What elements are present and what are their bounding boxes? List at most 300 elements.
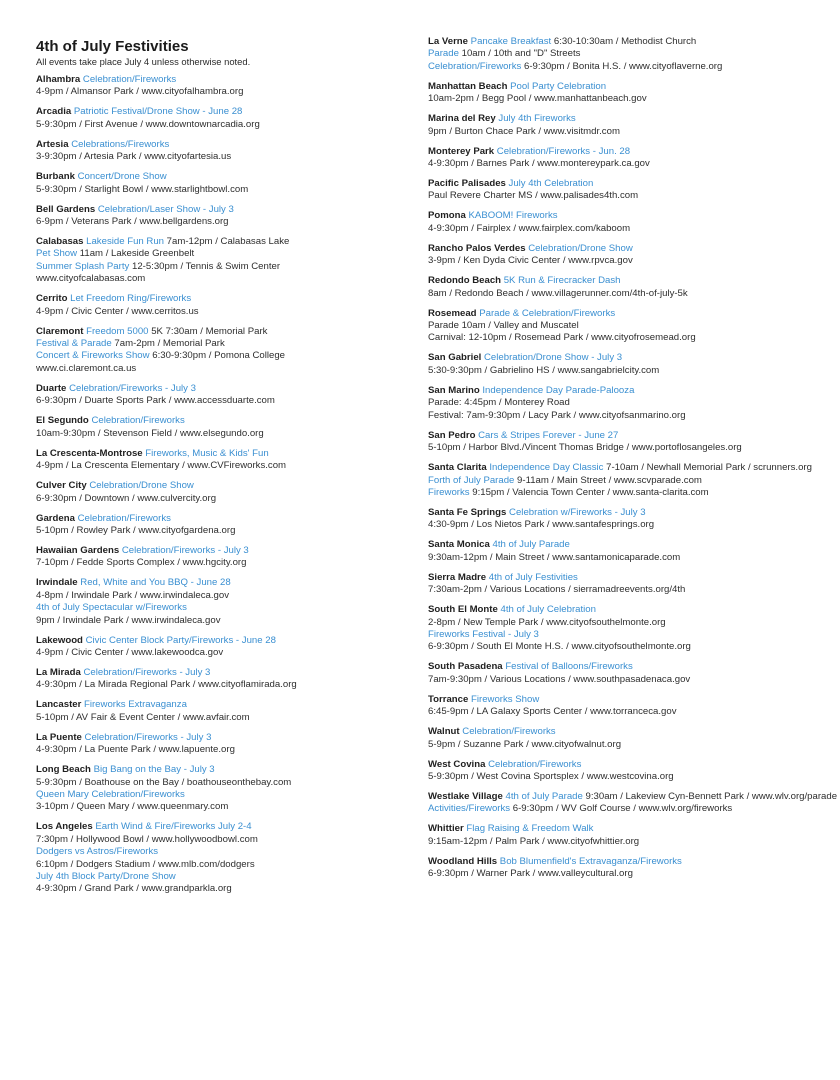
event-name: Let Freedom Ring/Fireworks xyxy=(70,293,192,305)
event-name: Patriotic Festival/Drone Show - June 28 xyxy=(73,106,243,118)
event-name: 4th of July Celebration xyxy=(500,604,596,616)
entry-line xyxy=(428,694,828,706)
city-name: Monterey Park xyxy=(428,145,495,157)
city-entry xyxy=(36,635,414,660)
entry-line xyxy=(36,383,414,395)
event-details: 11am / Lakeside Greenbelt xyxy=(77,248,195,260)
event-name: Dodgers vs Astros/Fireworks xyxy=(36,846,159,858)
entry-line xyxy=(428,604,828,616)
city-entry xyxy=(36,699,414,724)
event-name: Cars & Stripes Forever - June 27 xyxy=(478,429,619,441)
event-details: 3-10pm / Queen Mary / www.queenmary.com xyxy=(36,801,229,813)
city-entry xyxy=(428,604,828,654)
entry-line xyxy=(428,856,828,868)
city-name: Hawaiian Gardens xyxy=(36,544,120,556)
event-details: 4-9pm / Almansor Park / www.cityofalhambra.org xyxy=(36,86,244,98)
city-name: Torrance xyxy=(428,693,469,705)
event-name: Fireworks, Music & Kids' Fun xyxy=(145,447,269,459)
event-details: 4-9pm / Civic Center / www.lakewoodca.gov xyxy=(36,646,224,658)
event-name: Lakeside Fun Run xyxy=(86,236,165,248)
entry-line xyxy=(36,395,414,407)
city-name: San Pedro xyxy=(428,429,476,441)
entry-line xyxy=(428,706,828,718)
event-details: 6-9:30pm / Duarte Sports Park / www.accessduarte.com xyxy=(36,395,275,407)
entry-line xyxy=(36,834,414,846)
entry-line xyxy=(428,519,828,531)
entry-line xyxy=(36,871,414,883)
entry-line xyxy=(428,739,828,751)
city-name: Sierra Madre xyxy=(428,571,487,583)
entry-line xyxy=(36,846,414,858)
city-name: Pomona xyxy=(428,210,466,222)
event-name: Celebration/Fireworks xyxy=(82,74,177,85)
event-details: 9-11am / Main Street / www.scvparade.com xyxy=(514,474,702,486)
entry-line xyxy=(36,363,414,375)
event-name: Civic Center Block Party/Fireworks - June 28 xyxy=(85,634,276,646)
left-column xyxy=(36,38,414,903)
page-title: 4th of July Festivities xyxy=(36,38,189,55)
event-name: Pool Party Celebration xyxy=(510,80,607,92)
city-name: Woodland Hills xyxy=(428,855,498,867)
entry-line xyxy=(428,661,828,673)
event-name: Fireworks Extravaganza xyxy=(84,699,187,711)
city-entry xyxy=(428,210,828,235)
event-name: Celebration/Fireworks xyxy=(488,758,582,770)
event-details: 7:30pm / Hollywood Bowl / www.hollywoodbowl.com xyxy=(36,833,258,845)
city-entry xyxy=(428,81,828,106)
event-name: Festival of Balloons/Fireworks xyxy=(505,661,633,673)
event-name: Celebration/Fireworks - July 3 xyxy=(84,731,212,743)
city-name: San Marino xyxy=(428,384,480,396)
event-details: 5-10pm / Harbor Blvd./Vincent Thomas Bridge / www.portoflosangeles.org xyxy=(428,442,742,454)
city-entry xyxy=(36,667,414,692)
entry-line xyxy=(428,255,828,267)
event-details: 5-10pm / AV Fair & Event Center / www.avfair.com xyxy=(36,711,250,723)
entry-line xyxy=(36,236,414,248)
city-entry xyxy=(428,352,828,377)
city-entry xyxy=(428,36,828,73)
city-name: Santa Fe Springs xyxy=(428,506,507,518)
entry-line xyxy=(36,883,414,895)
event-name: Celebration/Laser Show - July 3 xyxy=(97,203,234,215)
event-name: 4th of July Parade xyxy=(492,539,570,551)
event-name: Flag Raising & Freedom Walk xyxy=(466,823,594,835)
city-entry xyxy=(36,513,414,538)
entry-line xyxy=(428,210,828,222)
entry-line xyxy=(428,93,828,105)
entry-line xyxy=(36,732,414,744)
entry-line xyxy=(428,462,828,474)
entry-line xyxy=(36,86,414,98)
entry-line xyxy=(36,171,414,183)
city-entry xyxy=(428,243,828,268)
event-name: Red, White and You BBQ - June 28 xyxy=(80,577,231,589)
city-entry xyxy=(428,759,828,784)
event-details: 6-9:30pm / South El Monte H.S. / www.cityofsouthelmonte.org xyxy=(428,641,691,653)
entry-line xyxy=(428,397,828,409)
city-entry xyxy=(36,383,414,408)
entry-line xyxy=(36,493,414,505)
city-entry xyxy=(428,507,828,532)
event-details: 4:30-9pm / Los Nietos Park / www.santafesprings.org xyxy=(428,519,655,531)
city-name: La Puente xyxy=(36,731,82,743)
entry-line xyxy=(36,699,414,711)
event-details: 10am-2pm / Begg Pool / www.manhattanbeach.gov xyxy=(428,93,647,105)
event-details: 7am-12pm / Calabasas Lake xyxy=(164,236,290,248)
event-details: 7-10pm / Fedde Sports Complex / www.hgcity.org xyxy=(36,557,247,569)
entry-line xyxy=(36,525,414,537)
event-details: 7-10am / Newhall Memorial Park / scrunners.org xyxy=(603,462,812,474)
entry-line xyxy=(36,635,414,647)
entry-line xyxy=(36,151,414,163)
city-name: Arcadia xyxy=(36,106,72,118)
entry-line xyxy=(428,288,828,300)
city-name: Gardena xyxy=(36,512,75,524)
event-name: Independence Day Parade-Palooza xyxy=(482,384,635,396)
city-name: Santa Monica xyxy=(428,539,490,551)
event-details: 5-9:30pm / Boathouse on the Bay / boathouseonthebay.com xyxy=(36,776,292,788)
city-name: Calabasas xyxy=(36,236,84,248)
event-details: 7am-2pm / Memorial Park xyxy=(111,338,225,350)
event-details: 9:30am / Lakeview Cyn-Bennett Park / www.wlv.org/parade xyxy=(582,790,838,802)
event-details: 9pm / Irwindale Park / www.irwindaleca.gov xyxy=(36,614,221,626)
entry-line xyxy=(36,119,414,131)
event-details: 4-9:30pm / Grand Park / www.grandparkla.org xyxy=(36,883,232,895)
city-name: Westlake Village xyxy=(428,790,503,802)
city-entry xyxy=(428,856,828,881)
event-name: Parade xyxy=(428,48,459,60)
event-name: Concert/Drone Show xyxy=(77,171,167,183)
entry-line xyxy=(36,602,414,614)
event-name: Celebration/Fireworks - July 3 xyxy=(83,666,211,678)
city-name: Claremont xyxy=(36,325,84,337)
event-details: 9pm / Burton Chace Park / www.visitmdr.com xyxy=(428,125,620,137)
city-entry xyxy=(428,661,828,686)
event-details: 4-9:30pm / Barnes Park / www.montereypark.ca.gov xyxy=(428,158,650,170)
city-name: Manhattan Beach xyxy=(428,80,508,92)
entry-line xyxy=(36,106,414,118)
event-name: Celebration/Fireworks xyxy=(91,415,185,427)
city-entry xyxy=(428,790,838,816)
event-name: 4th of July Parade xyxy=(505,790,583,802)
city-entry xyxy=(36,204,414,229)
city-name: La Mirada xyxy=(36,666,81,678)
city-entry xyxy=(428,462,828,499)
event-details: 9:30am-12pm / Main Street / www.santamonicaparade.com xyxy=(428,551,681,563)
entry-line xyxy=(36,615,414,627)
right-column xyxy=(428,36,838,888)
entry-line xyxy=(428,475,828,487)
event-details: Parade 10am / Valley and Muscatel xyxy=(428,320,579,332)
event-details: www.cityofcalabasas.com xyxy=(36,273,146,285)
city-name: Lancaster xyxy=(36,699,82,711)
city-entry xyxy=(36,106,414,131)
city-entry xyxy=(36,480,414,505)
event-name: Summer Splash Party xyxy=(36,260,130,272)
event-name: Celebrations/Fireworks xyxy=(71,138,170,150)
entry-line xyxy=(36,460,414,472)
city-entry xyxy=(428,430,828,455)
event-name: Celebration/Fireworks - Jun. 28 xyxy=(496,145,631,157)
entry-line xyxy=(36,139,414,151)
city-entry xyxy=(36,545,414,570)
event-name: Big Bang on the Bay - July 3 xyxy=(93,764,215,776)
entry-line xyxy=(428,629,828,641)
event-details: Carnival: 12-10pm / Rosemead Park / www.cityofrosemead.org xyxy=(428,332,696,344)
event-name: Celebration/Fireworks - July 3 xyxy=(69,382,196,394)
event-name: July 4th Block Party/Drone Show xyxy=(36,871,176,882)
city-entry xyxy=(36,415,414,440)
entry-line xyxy=(428,552,828,564)
event-details: 5-10pm / Rowley Park / www.cityofgardena.org xyxy=(36,524,236,536)
event-details: 10am / 10th and "D" Streets xyxy=(458,48,581,60)
city-name: Whittier xyxy=(428,823,464,835)
event-name: Queen Mary Celebration/Fireworks xyxy=(36,788,185,800)
entry-line xyxy=(428,178,828,190)
event-details: 6:45-9pm / LA Galaxy Sports Center / www.torranceca.gov xyxy=(428,706,677,718)
event-details: 6:30-10:30am / Methodist Church xyxy=(551,36,697,47)
city-entry xyxy=(428,694,828,719)
entry-line xyxy=(428,126,828,138)
event-name: Bob Blumenfield's Extravaganza/Fireworks xyxy=(499,855,682,867)
event-details: 4-8pm / Irwindale Park / www.irwindaleca.gov xyxy=(36,589,230,601)
event-details: Parade: 4:45pm / Monterey Road xyxy=(428,397,570,409)
entry-line xyxy=(428,487,828,499)
entry-line xyxy=(428,823,828,835)
city-name: San Gabriel xyxy=(428,352,482,364)
city-name: La Crescenta-Montrose xyxy=(36,447,143,459)
city-name: Long Beach xyxy=(36,764,91,776)
entry-line xyxy=(428,410,828,422)
event-details: 7am-9:30pm / Various Locations / www.southpasadenaca.gov xyxy=(428,673,691,685)
entry-line xyxy=(36,679,414,691)
entry-line xyxy=(428,61,828,73)
entry-line xyxy=(428,36,828,48)
event-details: 5K 7:30am / Memorial Park xyxy=(148,325,268,337)
entry-line xyxy=(36,859,414,871)
city-name: Duarte xyxy=(36,382,67,394)
entry-line xyxy=(428,572,828,584)
entry-line xyxy=(428,365,828,377)
entry-line xyxy=(428,352,828,364)
entry-line xyxy=(36,777,414,789)
city-entry xyxy=(36,764,414,814)
city-name: Redondo Beach xyxy=(428,275,502,287)
event-details: 10am-9:30pm / Stevenson Field / www.elsegundo.org xyxy=(36,427,264,439)
entry-line xyxy=(36,545,414,557)
city-name: Burbank xyxy=(36,171,75,183)
city-entry xyxy=(36,171,414,196)
event-details: 5-9:30pm / First Avenue / www.downtownarcadia.org xyxy=(36,118,260,130)
entry-line xyxy=(428,726,828,738)
city-entry xyxy=(428,146,828,171)
city-entry xyxy=(36,448,414,473)
entry-line xyxy=(428,158,828,170)
event-name: Celebration/Fireworks xyxy=(77,512,171,524)
city-name: West Covina xyxy=(428,758,486,770)
entry-line xyxy=(36,216,414,228)
event-name: Festival & Parade xyxy=(36,338,112,350)
event-details: 5-9:30pm / Starlight Bowl / www.starlightbowl.com xyxy=(36,183,249,195)
event-details: 6-9:30pm / Warner Park / www.valleycultural.org xyxy=(428,868,633,880)
event-details: 2-8pm / New Temple Park / www.cityofsouthelmonte.org xyxy=(428,616,666,628)
event-name: Celebration/Drone Show xyxy=(89,480,194,492)
entry-line xyxy=(36,415,414,427)
city-name: Rosemead xyxy=(428,307,477,319)
city-entry xyxy=(428,308,828,345)
event-details: Festival: 7am-9:30pm / Lacy Park / www.cityofsanmarino.org xyxy=(428,409,686,421)
event-name: Celebration/Fireworks - July 3 xyxy=(121,544,249,556)
entry-line xyxy=(428,308,828,320)
event-name: Celebration/Fireworks xyxy=(428,60,522,72)
event-details: 3-9:30pm / Artesia Park / www.cityofartesia.us xyxy=(36,151,232,163)
city-name: South Pasadena xyxy=(428,661,503,673)
entry-line xyxy=(36,326,414,338)
left-event-list xyxy=(36,74,414,896)
event-name: Fireworks Show xyxy=(471,693,540,705)
entry-line xyxy=(36,273,414,285)
event-name: Celebration w/Fireworks - July 3 xyxy=(509,506,646,518)
entry-line xyxy=(428,243,828,255)
entry-line xyxy=(36,350,414,362)
city-entry xyxy=(428,178,828,203)
entry-line xyxy=(36,789,414,801)
event-details: 4-9:30pm / La Mirada Regional Park / www.cityoflamirada.org xyxy=(36,679,297,691)
event-details: Paul Revere Charter MS / www.palisades4th.com xyxy=(428,190,639,202)
event-name: Celebration/Fireworks xyxy=(462,726,556,738)
event-details: 4-9:30pm / Fairplex / www.fairplex.com/kaboom xyxy=(428,222,631,234)
city-entry xyxy=(36,139,414,164)
event-details: 6-9:30pm / Downtown / www.culvercity.org xyxy=(36,492,217,504)
entry-line xyxy=(428,641,828,653)
city-name: Pacific Palisades xyxy=(428,178,506,190)
event-details: 5:30-9:30pm / Gabrielino HS / www.sangabrielcity.com xyxy=(428,364,660,376)
entry-line xyxy=(36,590,414,602)
event-name: Celebration/Drone Show xyxy=(528,242,633,254)
entry-line xyxy=(428,617,828,629)
city-entry xyxy=(36,732,414,757)
entry-line xyxy=(36,764,414,776)
event-name: 4th of July Spectacular w/Fireworks xyxy=(36,602,187,614)
entry-line xyxy=(36,293,414,305)
event-name: Pancake Breakfast xyxy=(470,36,552,47)
city-name: La Verne xyxy=(428,36,468,47)
entry-line xyxy=(428,803,828,815)
event-name: Concert & Fireworks Show xyxy=(36,350,150,362)
event-name: Forth of July Parade xyxy=(428,474,515,486)
event-name: Pet Show xyxy=(36,248,78,260)
event-name: Parade & Celebration/Fireworks xyxy=(479,307,616,319)
right-event-list xyxy=(428,36,838,881)
entry-line xyxy=(36,513,414,525)
entry-line xyxy=(428,430,828,442)
city-entry xyxy=(428,572,828,597)
event-name: 5K Run & Firecracker Dash xyxy=(503,275,621,287)
event-name: July 4th Fireworks xyxy=(498,113,576,125)
city-name: Los Angeles xyxy=(36,821,93,833)
entry-line xyxy=(428,275,828,287)
city-name: Cerrito xyxy=(36,293,68,305)
city-name: Lakewood xyxy=(36,634,83,646)
event-details: 3-9pm / Ken Dyda Civic Center / www.rpvca.gov xyxy=(428,255,633,267)
entry-line xyxy=(428,868,828,880)
city-name: Bell Gardens xyxy=(36,203,96,215)
entry-line xyxy=(36,577,414,589)
city-entry xyxy=(36,577,414,627)
city-name: Santa Clarita xyxy=(428,462,487,474)
event-name: KABOOM! Fireworks xyxy=(468,210,558,222)
entry-line xyxy=(428,332,828,344)
city-name: Rancho Palos Verdes xyxy=(428,242,526,254)
city-name: Culver City xyxy=(36,480,87,492)
city-entry xyxy=(36,326,414,376)
event-name: July 4th Celebration xyxy=(508,178,594,190)
page-subtitle: All events take place July 4 unless otherwise noted. xyxy=(36,56,251,67)
entry-line xyxy=(428,190,828,202)
event-name: Freedom 5000 xyxy=(86,325,149,337)
entry-line xyxy=(36,261,414,273)
city-entry xyxy=(428,539,828,564)
event-details: 9:15am-12pm / Palm Park / www.cityofwhittier.org xyxy=(428,835,640,847)
entry-line xyxy=(428,836,828,848)
entry-line xyxy=(428,539,828,551)
entry-line xyxy=(428,442,828,454)
city-entry xyxy=(36,821,414,895)
event-details: 5-9:30pm / West Covina Sportsplex / www.westcovina.org xyxy=(428,770,674,782)
event-details: 7:30am-2pm / Various Locations / sierramadreevents.org/4th xyxy=(428,584,686,596)
entry-line xyxy=(36,557,414,569)
city-name: Marina del Rey xyxy=(428,113,496,125)
entry-line xyxy=(428,146,828,158)
event-name: Activities/Fireworks xyxy=(428,803,511,815)
entry-line xyxy=(36,480,414,492)
city-name: South El Monte xyxy=(428,604,498,616)
city-name: Walnut xyxy=(428,726,460,738)
entry-line xyxy=(36,647,414,659)
event-name: Earth Wind & Fire/Fireworks July 2-4 xyxy=(95,821,252,833)
event-details: 4-9pm / Civic Center / www.cerritos.us xyxy=(36,305,199,317)
entry-line xyxy=(36,801,414,813)
entry-line xyxy=(428,223,828,235)
event-details: 6-9:30pm / Bonita H.S. / www.cityoflaverne.org xyxy=(521,60,723,72)
entry-line xyxy=(428,584,828,596)
entry-line xyxy=(428,320,828,332)
event-details: www.ci.claremont.ca.us xyxy=(36,362,137,374)
entry-line xyxy=(428,790,838,803)
city-entry xyxy=(428,823,828,848)
entry-line xyxy=(36,667,414,679)
city-entry xyxy=(428,385,828,422)
entry-line xyxy=(428,385,828,397)
city-name: Artesia xyxy=(36,138,69,150)
entry-line xyxy=(428,113,828,125)
entry-line xyxy=(36,744,414,756)
city-entry xyxy=(428,726,828,751)
entry-line xyxy=(428,507,828,519)
event-name: Independence Day Classic xyxy=(489,462,604,474)
event-name: Celebration/Drone Show - July 3 xyxy=(484,352,623,364)
entry-line xyxy=(36,712,414,724)
event-details: 6-9pm / Veterans Park / www.bellgardens.org xyxy=(36,216,229,228)
city-entry xyxy=(36,74,414,99)
city-name: Irwindale xyxy=(36,577,78,589)
entry-line xyxy=(36,248,414,260)
event-details: 12-5:30pm / Tennis & Swim Center xyxy=(129,260,281,272)
event-name: 4th of July Festivities xyxy=(488,571,578,583)
city-entry xyxy=(36,293,414,318)
entry-line xyxy=(36,428,414,440)
event-details: 6:10pm / Dodgers Stadium / www.mlb.com/dodgers xyxy=(36,858,255,870)
